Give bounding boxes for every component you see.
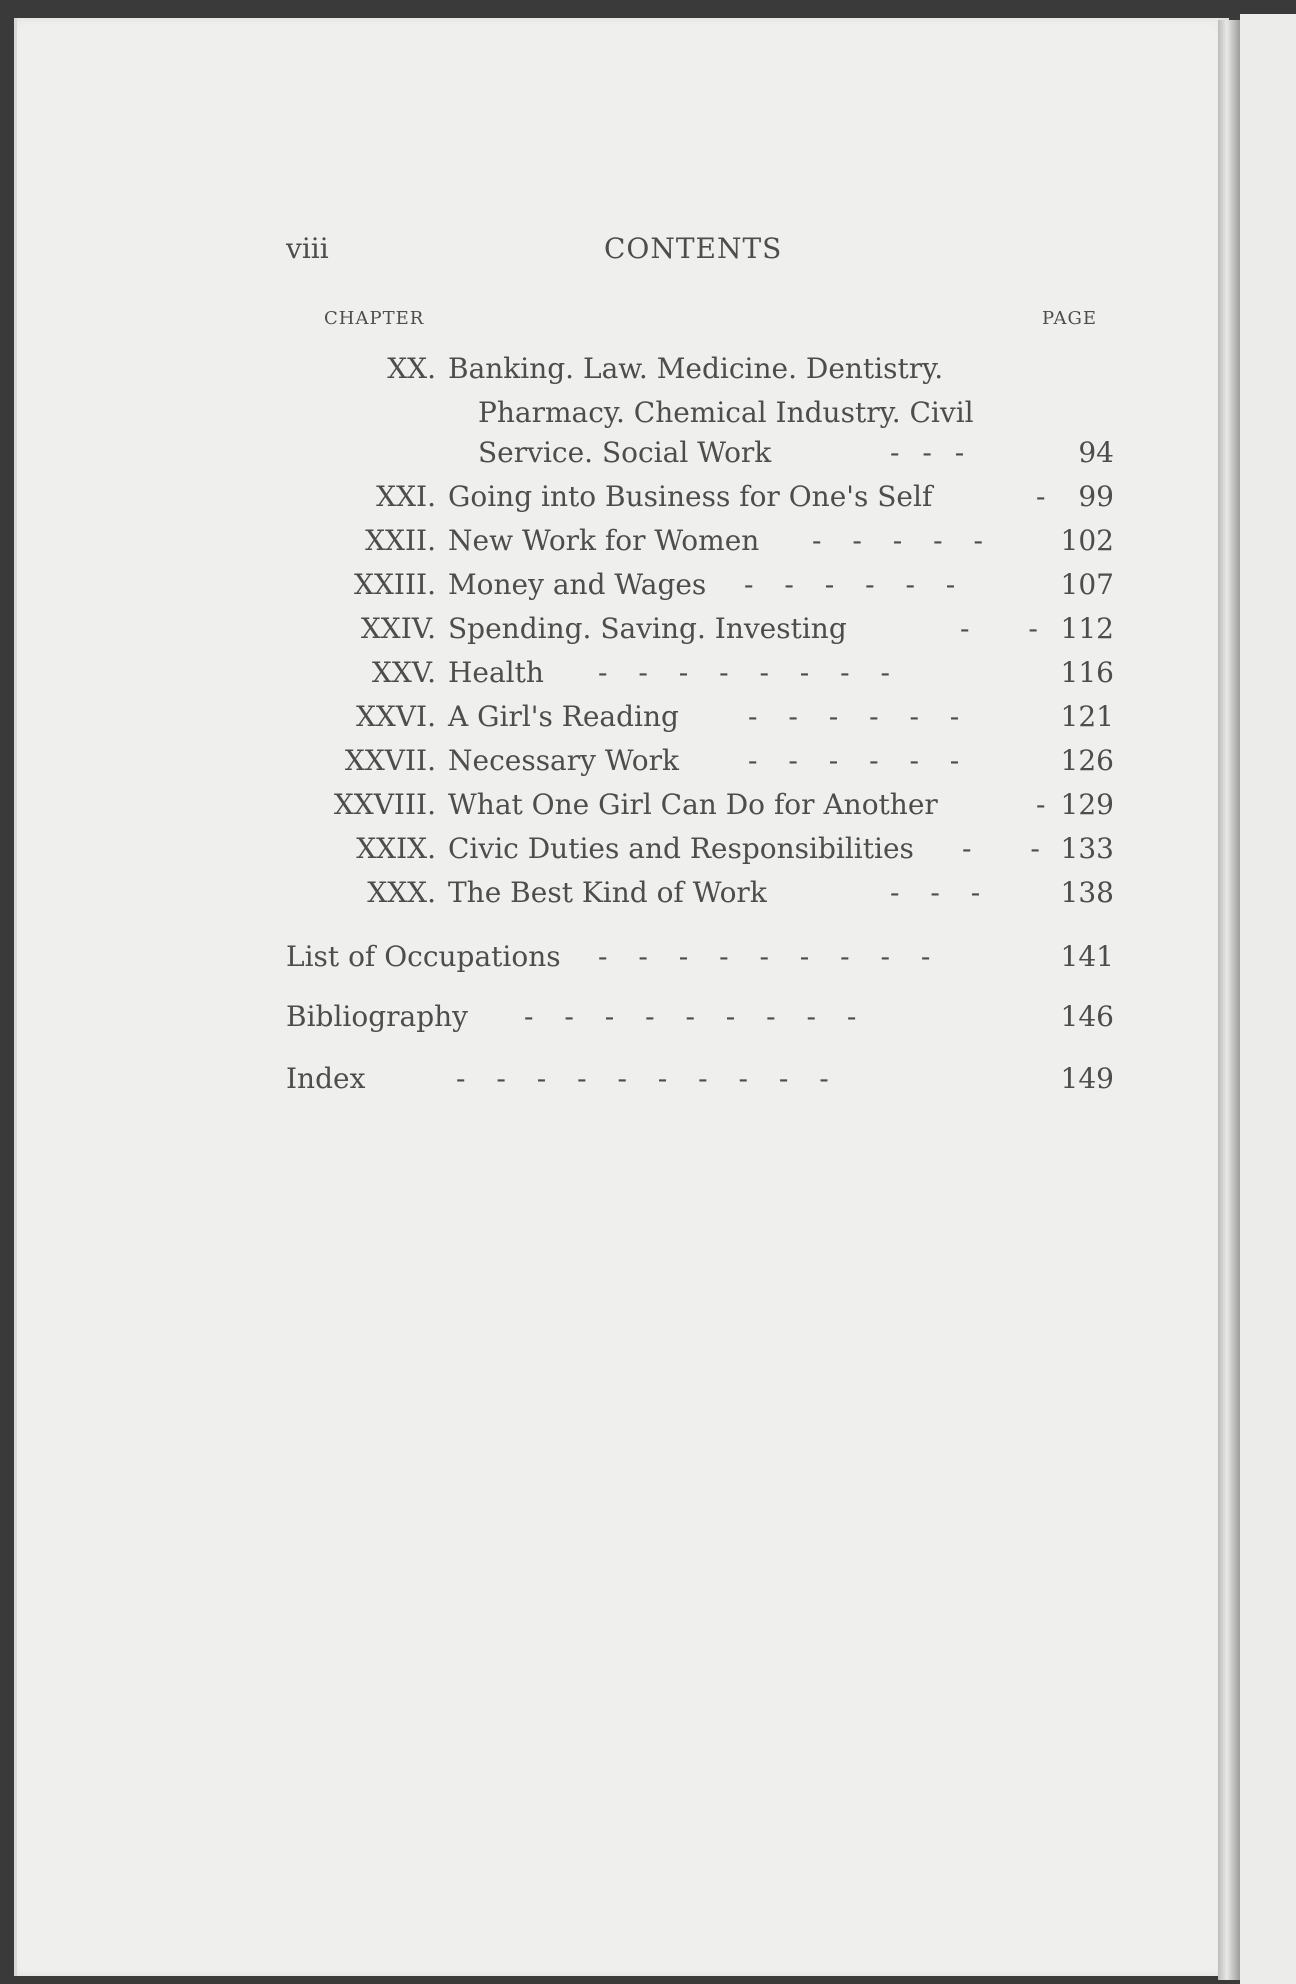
page-number: 116	[1060, 656, 1114, 689]
page-number: 102	[1060, 524, 1114, 557]
page-number: 141	[1060, 940, 1114, 973]
dot-leaders: - - - - - - - - -	[524, 1000, 857, 1033]
chapter-number: XXVII.	[344, 744, 436, 777]
chapter-number: XXI.	[376, 480, 436, 513]
chapter-title-line: Pharmacy. Chemical Industry. Civil	[478, 396, 974, 429]
chapter-title: Necessary Work	[448, 744, 679, 777]
back-matter-title: Bibliography	[286, 1000, 468, 1033]
chapter-title-line: Service. Social Work	[478, 436, 772, 469]
column-heading-page: PAGE	[1042, 308, 1097, 329]
page-number: 138	[1060, 876, 1114, 909]
chapter-title: New Work for Women	[448, 524, 760, 557]
chapter-number: XXVI.	[355, 700, 436, 733]
page-number: 112	[1060, 612, 1114, 645]
chapter-title: Spending. Saving. Investing	[448, 612, 847, 645]
dot-leaders: - - - - -	[812, 524, 983, 557]
chapter-title: Civic Duties and Responsibilities	[448, 832, 914, 865]
chapter-title-line: Banking. Law. Medicine. Dentistry.	[448, 352, 944, 385]
dot-leaders: - -	[960, 612, 1038, 645]
dot-leaders: - - - - - - - -	[598, 656, 890, 689]
page-number: 99	[1078, 480, 1114, 513]
dot-leaders: - - - - - - - - -	[598, 940, 931, 973]
dot-leaders: - - -	[890, 876, 981, 909]
dot-leaders: - - - - - -	[748, 744, 960, 777]
chapter-number: XXII.	[365, 524, 436, 557]
running-title: CONTENTS	[604, 232, 783, 265]
column-heading-chapter: CHAPTER	[324, 308, 425, 329]
page-number: 133	[1060, 832, 1114, 865]
chapter-title: Health	[448, 656, 544, 689]
chapter-number: XXVIII.	[333, 788, 436, 821]
chapter-number: XXIII.	[354, 568, 436, 601]
page-folio: viii	[286, 232, 329, 265]
back-matter-title: Index	[286, 1062, 366, 1095]
chapter-number: XXV.	[371, 656, 436, 689]
page-number: 126	[1060, 744, 1114, 777]
chapter-number: XXIX.	[356, 832, 436, 865]
page-number: 121	[1060, 700, 1114, 733]
chapter-title: Going into Business for One's Self	[448, 480, 933, 513]
page-number: 107	[1060, 568, 1114, 601]
dot-leaders: - - - - - - - - - -	[456, 1062, 829, 1095]
book-gutter	[1218, 20, 1240, 1980]
page-number: 146	[1060, 1000, 1114, 1033]
chapter-title: What One Girl Can Do for Another	[448, 788, 938, 821]
chapter-title: A Girl's Reading	[448, 700, 679, 733]
page-number: 149	[1060, 1062, 1114, 1095]
chapter-number: XXIV.	[360, 612, 436, 645]
chapter-number: XX.	[387, 352, 436, 385]
back-matter-title: List of Occupations	[286, 940, 561, 973]
dot-leaders: - -	[962, 832, 1040, 865]
chapter-number: XXX.	[367, 876, 436, 909]
chapter-title: Money and Wages	[448, 568, 707, 601]
dot-leaders: -	[1036, 480, 1046, 513]
dot-leaders: -	[1036, 788, 1046, 821]
facing-page-edge	[1240, 14, 1296, 1984]
dot-leaders: - - -	[890, 436, 965, 469]
chapter-title: The Best Kind of Work	[448, 876, 767, 909]
page-number: 129	[1060, 788, 1114, 821]
dot-leaders: - - - - - -	[744, 568, 956, 601]
page-number: 94	[1078, 436, 1114, 469]
dot-leaders: - - - - - -	[748, 700, 960, 733]
